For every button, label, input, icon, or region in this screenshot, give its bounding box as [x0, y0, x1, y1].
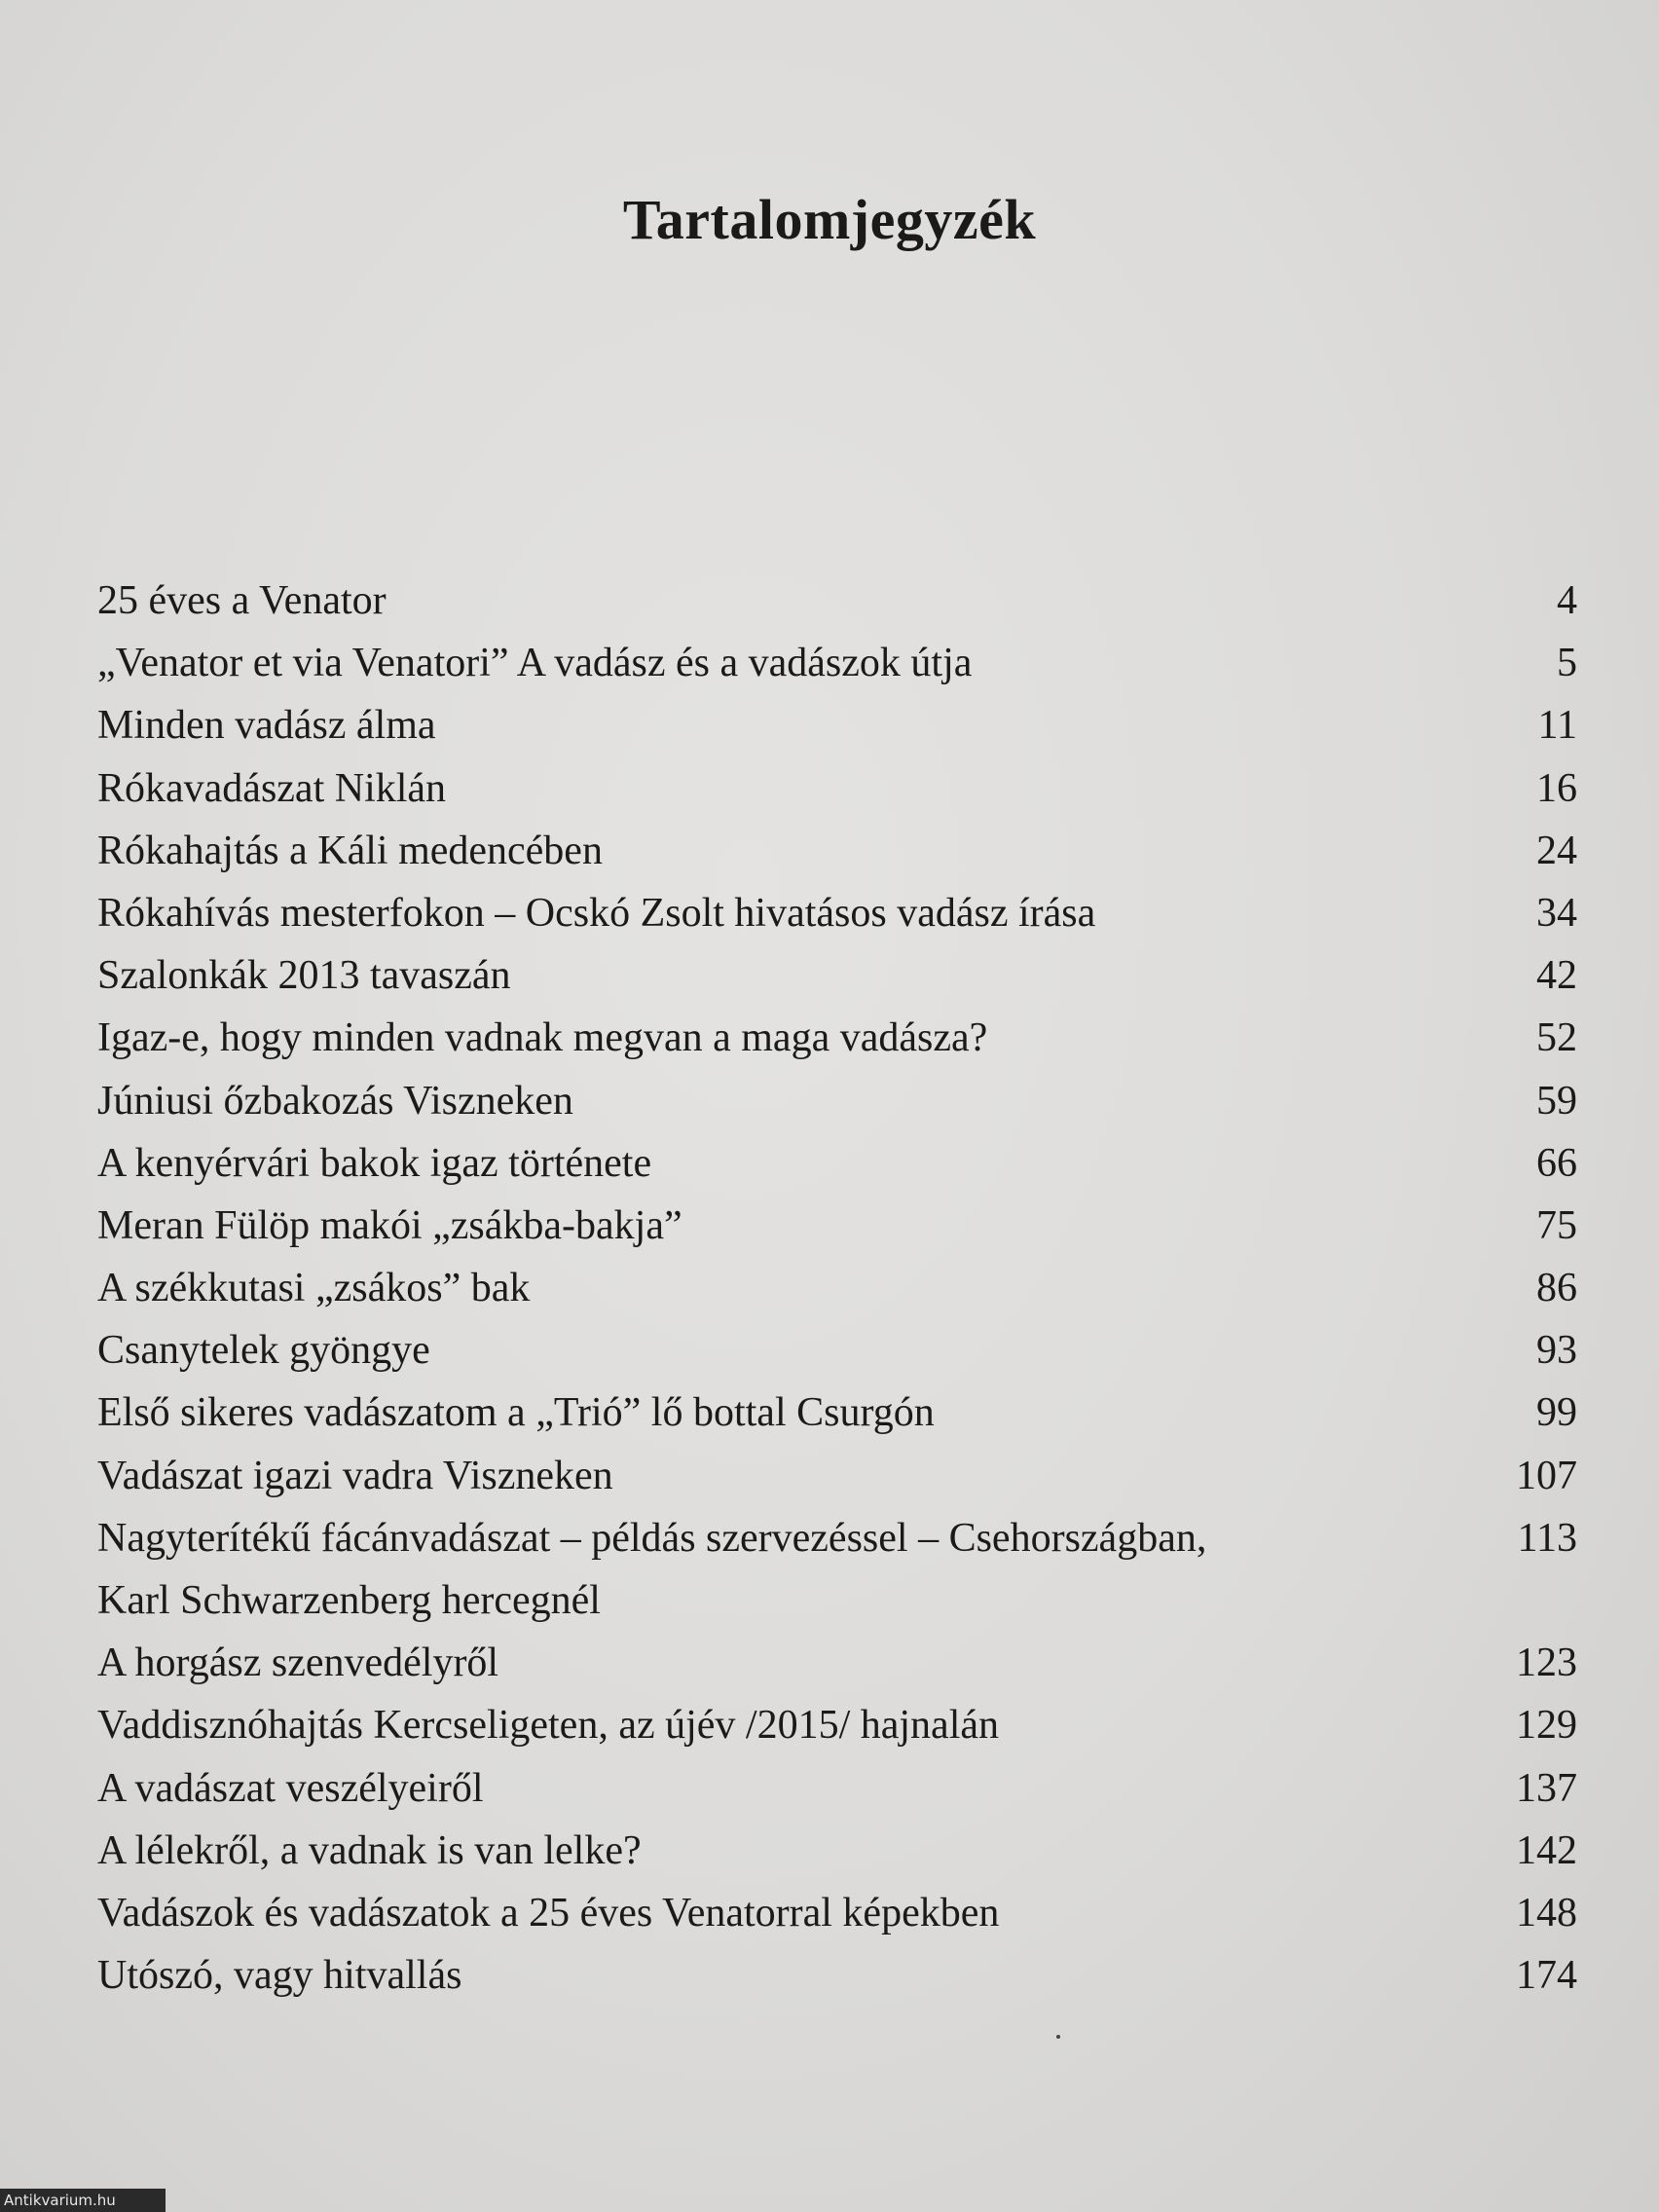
toc-entry-page: 86: [1536, 1266, 1577, 1311]
toc-entry-title: Utószó, vagy hitvallás: [97, 1953, 462, 1999]
toc-entry-page: 16: [1536, 765, 1577, 811]
toc-entry-page: 66: [1536, 1140, 1577, 1186]
toc-entry: [97, 757, 1577, 820]
toc-entry-title: Vadászat igazi vadra Viszneken: [97, 1453, 613, 1498]
toc-entry-title: Rókahajtás a Káli medencében: [97, 828, 603, 873]
toc-entry: [97, 1632, 1577, 1694]
toc-entry-title: Minden vadász álma: [97, 703, 436, 749]
toc-entry-page: 4: [1557, 578, 1577, 623]
toc-entry-page: 113: [1517, 1515, 1577, 1561]
toc-entry-title: A székkutasi „zsákos” bak: [97, 1266, 531, 1311]
toc-entry: [97, 1882, 1577, 1944]
toc-entry: [97, 1007, 1577, 1069]
toc-entry-page: 5: [1557, 641, 1577, 686]
toc-entry-title: Szalonkák 2013 tavaszán: [97, 953, 511, 999]
toc-entry-page: 24: [1536, 828, 1577, 873]
toc-entry: [97, 882, 1577, 944]
toc-entry-page: 52: [1536, 1015, 1577, 1061]
toc-entry: [97, 1132, 1577, 1195]
toc-entry-continuation: [97, 1569, 1577, 1632]
toc-entry: [97, 694, 1577, 756]
toc-entry: [97, 1757, 1577, 1820]
watermark: Antikvarium.hu: [0, 2189, 166, 2212]
toc-entry-page: 42: [1536, 953, 1577, 999]
toc-entry-page: 34: [1536, 890, 1577, 936]
page-title: Tartalomjegyzék: [622, 187, 1037, 251]
toc-entry-title: 25 éves a Venator: [97, 578, 387, 623]
toc-entry-title: Első sikeres vadászatom a „Trió” lő bottal Csurgón: [97, 1390, 935, 1436]
table-of-contents: [97, 570, 1577, 2007]
toc-entry: [97, 1694, 1577, 1756]
toc-entry-page: 107: [1516, 1453, 1577, 1498]
toc-entry-title: A horgász szenvedélyről: [97, 1641, 499, 1686]
toc-entry: [97, 1195, 1577, 1257]
page-dot: [1056, 2035, 1060, 2039]
toc-entry-title: Vaddisznóhajtás Kercseligeten, az újév /2015/ hajnalán: [97, 1703, 1000, 1749]
toc-entry: [97, 1070, 1577, 1132]
toc-entry-title: Rókavadászat Niklán: [97, 765, 447, 811]
toc-entry-page: 148: [1516, 1890, 1577, 1936]
toc-entry-page: 99: [1536, 1390, 1577, 1436]
toc-entry-title: Csanytelek gyöngye: [97, 1328, 430, 1374]
toc-entry: [97, 1944, 1577, 2007]
toc-entry-page: 59: [1536, 1078, 1577, 1124]
toc-entry: [97, 1445, 1577, 1507]
toc-entry-title: Karl Schwarzenberg hercegnél: [97, 1578, 601, 1623]
toc-entry-page: 11: [1537, 703, 1577, 749]
toc-entry-page: 75: [1536, 1202, 1577, 1248]
toc-entry: [97, 1257, 1577, 1319]
toc-entry-page: 174: [1516, 1953, 1577, 1999]
toc-entry-page: 137: [1516, 1765, 1577, 1811]
toc-entry-title: Nagyterítékű fácánvadászat – példás szervezéssel – Csehországban,: [97, 1515, 1207, 1561]
toc-entry-title: Meran Fülöp makói „zsákba-bakja”: [97, 1202, 682, 1248]
toc-entry: [97, 1319, 1577, 1382]
toc-entry-title: Rókahívás mesterfokon – Ocskó Zsolt hivatásos vadász írása: [97, 890, 1096, 936]
toc-entry: [97, 820, 1577, 882]
toc-entry: [97, 570, 1577, 632]
toc-entry-page: 123: [1516, 1641, 1577, 1686]
toc-entry-title: Vadászok és vadászatok a 25 éves Venatorral képekben: [97, 1890, 1000, 1936]
toc-entry-title: Igaz-e, hogy minden vadnak megvan a maga vadásza?: [97, 1015, 988, 1061]
toc-entry-page: 142: [1516, 1827, 1577, 1873]
toc-entry-title: „Venator et via Venatori” A vadász és a vadászok útja: [97, 641, 973, 686]
toc-entry: [97, 1507, 1577, 1569]
toc-entry: [97, 1820, 1577, 1882]
toc-entry: [97, 944, 1577, 1007]
toc-entry-title: A kenyérvári bakok igaz története: [97, 1140, 652, 1186]
toc-entry: [97, 632, 1577, 694]
toc-entry-page: 129: [1516, 1703, 1577, 1749]
toc-entry-title: A lélekről, a vadnak is van lelke?: [97, 1827, 642, 1873]
toc-entry-title: A vadászat veszélyeiről: [97, 1765, 484, 1811]
toc-entry-page: 93: [1536, 1328, 1577, 1374]
toc-entry-title: Júniusi őzbakozás Viszneken: [97, 1078, 573, 1124]
toc-entry: [97, 1382, 1577, 1444]
